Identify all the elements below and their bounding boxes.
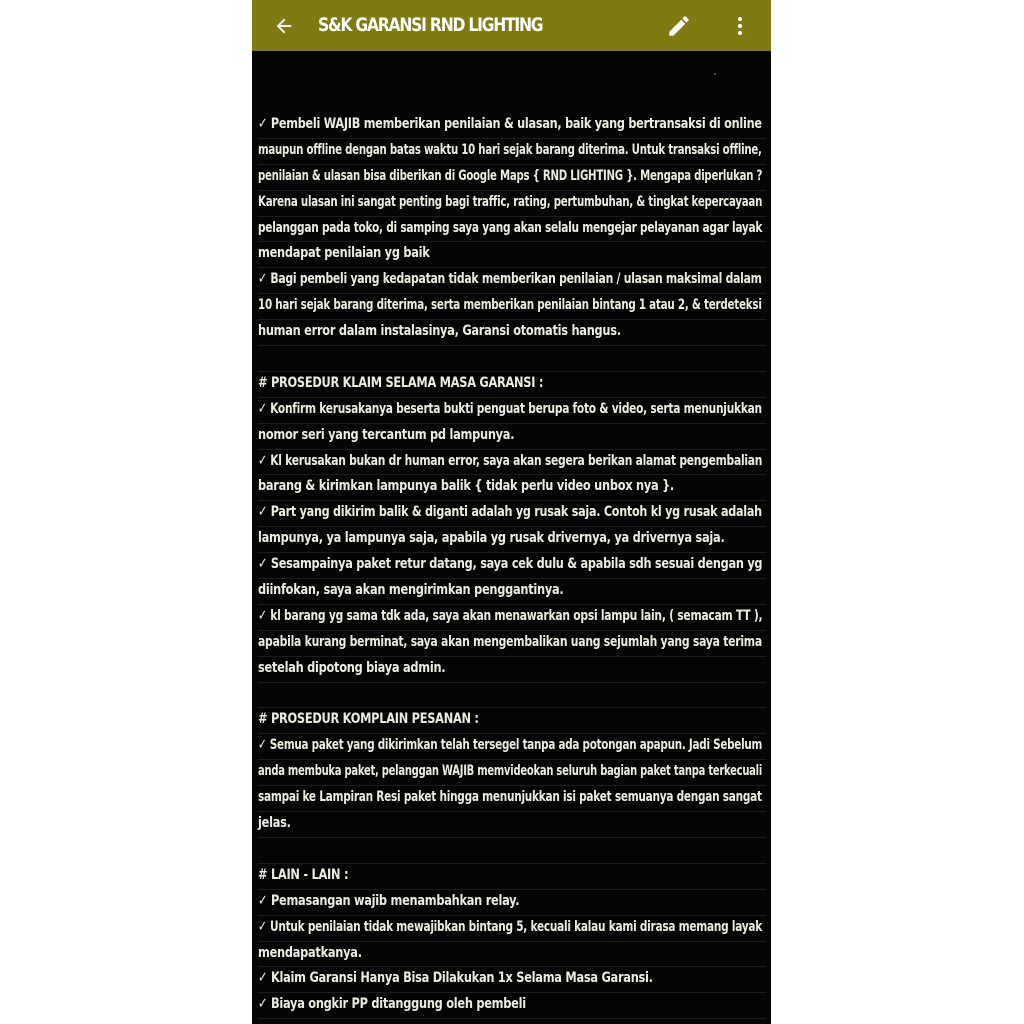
note-line-text: # PROSEDUR KOMPLAIN PESANAN : — [258, 710, 479, 728]
note-title: S&K GARANSI RND LIGHTING — [318, 14, 543, 36]
note-line-text: # PROSEDUR KLAIM SELAMA MASA GARANSI : — [258, 373, 544, 391]
note-line-text: ✓ Klaim Garansi Hanya Bisa Dilakukan 1x Selama Masa Garansi. — [258, 969, 653, 987]
note-line-text: ✓ Sesampainya paket retur datang, saya cek dulu & apabila sdh sesuai dengan yg — [258, 555, 763, 573]
note-line-text: ✓ Pembeli WAJIB memberikan penilaian & ulasan, baik yang bertransaksi di online — [258, 115, 762, 132]
note-line-text: penilaian & ulasan bisa diberikan di Google Maps { RND LIGHTING }. Mengapa diperlukan ? — [258, 166, 763, 184]
note-line-text: nomor seri yang tercantum pd lampunya. — [258, 425, 515, 443]
edit-button[interactable] — [664, 11, 694, 41]
note-line — [258, 242, 766, 268]
note-line — [258, 657, 766, 683]
note-line — [258, 346, 766, 372]
note-line — [258, 320, 766, 346]
note-line — [258, 760, 766, 786]
note-line-text: # LAIN - LAIN : — [258, 865, 349, 883]
note-line — [258, 501, 766, 527]
note-line — [258, 786, 766, 812]
note-line-text: ✓ Part yang dikirim balik & diganti adalah yg rusak saja. Contoh kl yg rusak adalah — [258, 503, 762, 521]
note-line-text: jelas. — [258, 814, 291, 832]
arrow-left-icon — [273, 15, 295, 37]
note-line-text: ✓ Untuk penilaian tidak mewajibkan bintang 5, kecuali kalau kami dirasa memang layak — [258, 917, 763, 935]
note-line-text: Karena ulasan ini sangat penting bagi traffic, rating, pertumbuhan, & tingkat kepercayaan — [258, 192, 763, 210]
note-line-text: ✓ Konfirm kerusakanya beserta bukti penguat berupa foto & video, serta menunjukkan — [258, 399, 762, 417]
cursor-dot — [714, 73, 716, 75]
note-line — [258, 864, 766, 890]
app-bar — [252, 0, 771, 51]
note-line — [258, 450, 766, 476]
note-line-text: 10 hari sejak barang diterima, serta memberikan penilaian bintang 1 atau 2, & terdeteksi — [258, 296, 762, 314]
note-line-text: ✓ kl barang yg sama tdk ada, saya akan menawarkan opsi lampu lain, ( semacam TT ), — [258, 606, 763, 624]
note-line — [258, 890, 766, 916]
note-line — [258, 553, 766, 579]
note-line — [258, 708, 766, 734]
note-line — [258, 812, 766, 838]
note-line — [258, 916, 766, 942]
phone-screen — [252, 0, 771, 1024]
note-line-text: mendapat penilaian yg baik — [258, 244, 430, 262]
note-line-text: diinfokan, saya akan mengirimkan penggantinya. — [258, 581, 564, 599]
note-line — [258, 527, 766, 553]
note-body[interactable] — [252, 51, 771, 1024]
note-line — [258, 967, 766, 993]
note-line-text: setelah dipotong biaya admin. — [258, 658, 446, 676]
note-line — [258, 165, 766, 191]
note-text — [258, 113, 766, 1019]
note-line — [258, 734, 766, 760]
note-line — [258, 139, 766, 165]
note-line — [258, 683, 766, 709]
more-vert-icon — [728, 14, 752, 38]
note-line-text: human error dalam instalasinya, Garansi otomatis hangus. — [258, 322, 621, 340]
note-line — [258, 424, 766, 450]
note-line-text: apabila kurang berminat, saya akan mengembalikan uang sejumlah yang saya terima — [258, 632, 762, 650]
note-line — [258, 191, 766, 217]
note-line — [258, 113, 766, 139]
note-line — [258, 993, 766, 1019]
note-line — [258, 217, 766, 243]
note-line-text: ✓ Biaya ongkir PP ditanggung oleh pembeli — [258, 995, 526, 1013]
note-line-text: barang & kirimkan lampunya balik { tidak perlu video unbox nya }. — [258, 477, 674, 495]
more-options-button[interactable] — [728, 11, 752, 41]
note-line-text: anda membuka paket, pelanggan WAJIB memvideokan seluruh bagian paket tanpa terkecuali — [258, 762, 762, 780]
note-line-text: ✓ Pemasangan wajib menambahkan relay. — [258, 891, 520, 909]
note-line-text: ✓ Bagi pembeli yang kedapatan tidak memberikan penilaian / ulasan maksimal dalam — [258, 270, 762, 288]
note-line-text: sampai ke Lampiran Resi paket hingga menunjukkan isi paket semuanya dengan sangat — [258, 788, 762, 806]
note-line-text: ✓ Kl kerusakan bukan dr human error, saya akan segera berikan alamat pengembalian — [258, 451, 763, 469]
note-line — [258, 838, 766, 864]
note-line — [258, 372, 766, 398]
note-line-text: pelanggan pada toko, di samping saya yang akan selalu mengejar pelayanan agar layak — [258, 218, 763, 236]
note-line — [258, 631, 766, 657]
note-line-text: ✓ Semua paket yang dikirimkan telah tersegel tanpa ada potongan apapun. Jadi Sebelum — [258, 736, 763, 754]
note-line-text: maupun offline dengan batas waktu 10 hari sejak barang diterima. Untuk transaksi offline, — [258, 140, 762, 158]
note-line — [258, 268, 766, 294]
note-line-text: lampunya, ya lampunya saja, apabila yg rusak drivernya, ya drivernya saja. — [258, 529, 725, 547]
note-line — [258, 579, 766, 605]
pencil-icon — [666, 13, 692, 39]
note-line — [258, 942, 766, 968]
note-line — [258, 475, 766, 501]
note-line — [258, 294, 766, 320]
note-line — [258, 605, 766, 631]
note-line — [258, 398, 766, 424]
note-line-text: mendapatkanya. — [258, 943, 362, 961]
back-button[interactable] — [270, 12, 298, 40]
